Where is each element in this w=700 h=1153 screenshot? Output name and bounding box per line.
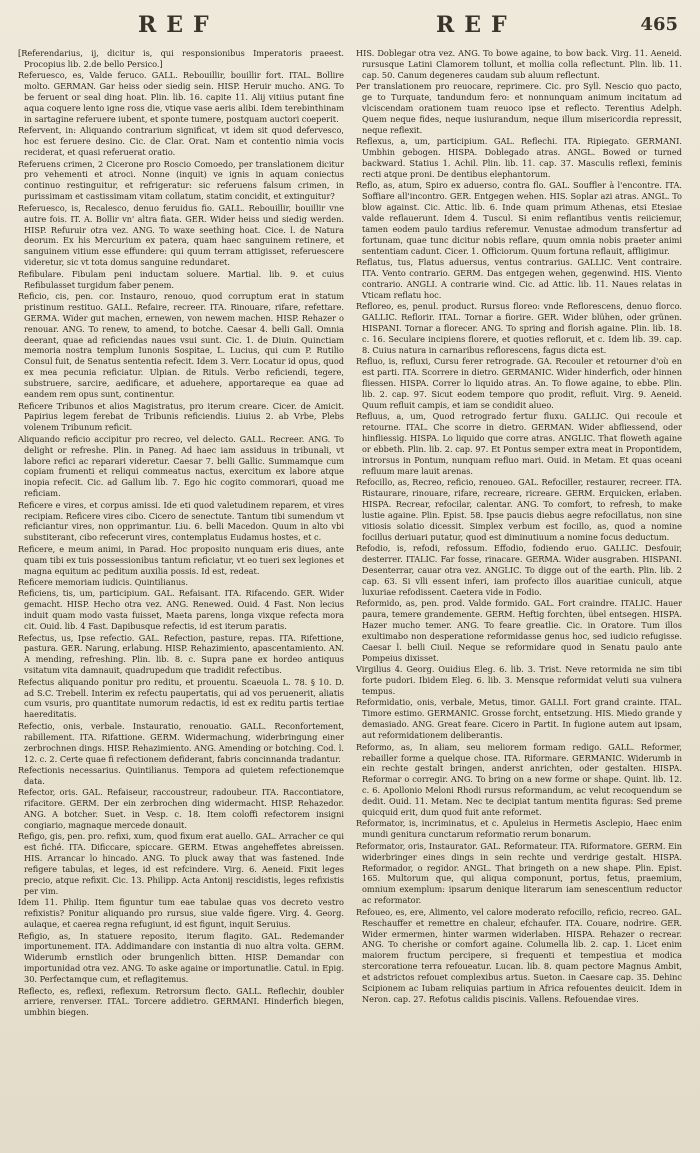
dictionary-entry: Refigio, as, In statuere reposito, iterum flagito. GAL. Redemander importunement. ITA. Addimandare con instantia di nuo altra volta. GERM. Widerumb ernstlich oder brungenlich bitten. HISP. Demandar con importunidad otra vez. ANG. To aske againe or importunatlie. Catul. in Epig. 30. Perfectamque cum, et reflagitemus. [18, 930, 344, 985]
dictionary-entry: [Referendarius, ij, dicitur is, qui responsionibus Imperatoris praeest. Procopius lib. 2.de bello Persico.] [18, 48, 344, 69]
dictionary-entry: Idem 11. Philip. Item figuntur tum eae tabulae quas vos decreto vestro refixistis? Ponitur aliquando pro rursus, siue valde figere. Virg. 4. Georg. aulaque, et caerea regna refugiunt, id est figunt, inquit Seruius. [18, 897, 344, 930]
dictionary-entry: Reficere, e meum animi, in Parad. Hoc proposito nunquam eris diues, ante quam tibi ex tuis possessionibus tantum reficiatur, vt eo tueri sex legiones et magna equitum ac peditum auxilia possis. Id est, redeat. [18, 543, 344, 576]
dictionary-entry: Reflecto, es, reflexi, reflexum. Retrorsum flecto. GALL. Reflechir, doubler arriere, renverser. ITAL. Torcere addietro. GERMANI. Hinderfich biegen, umbhin biegen. [18, 985, 344, 1018]
dictionary-entry: Referuesco, es, Valde feruco. GALL. Rebouillir, bouillir fort. ITAL. Bollire molto. GERMAN. Gar heiss oder siedig sein. HISP. Heruir mucho. ANG. To be feruent or seal ding hoat. Plin. lib. 16. capite 11. Alij vitiius putant fine aqua coquere lento igne ross die, vtique vase aeris alibi. Idem terebinthinam in sartagine referuere iubent, et sponte tumere, postquam auctori coeperit. [18, 70, 344, 124]
dictionary-entry: Reflatus, tus, Flatus aduersus, ventus contrarius. GALLIC. Vent contraire. ITA. Vento contrario. GERM. Das entgegen wehen, gegenwind. HIS. Viento contrario. ANGLI. A contrarie wind. Cic. ad Attic. lib. 11. Naues relatas in Vticam reflatu hoc. [356, 257, 682, 300]
page-header [18, 8, 682, 48]
dictionary-entry: Refectio, onis, verbale. Instauratio, renouatio. GALL. Reconfortement, rabillement. ITA. Rifattione. GERM. Widermachung, widerbringung einer zerbrochnen dings. HISP. Rehazimiento. ANG. Amending or botching. Cod. l. 12. c. 2. Certe quae fi refectionem defiderant, fabris concinnanda tradantur. [18, 720, 344, 764]
dictionary-entry: Refloreo, es, penul. product. Rursus floreo: vnde Reflorescens, denuo florco. GALLIC. Reflorir. ITAL. Tornar a fiorire. GER. Wider blühen, oder grünen. HISPANI. Tornar a florecer. ANG. To spring and florish againe. Plin. lib. 18. c. 16. Seculare incipiens florere, et quoties refloruit, et c. Idem lib. 39. cap. 8. Cuius natura in carnaribus reflorescens, fagus dicta est. [356, 301, 682, 355]
dictionary-entry: Aliquando reficio accipitur pro recreo, vel delecto. GALL. Recreer. ANG. To delight or refreshe. Plin. in Paneg. Ad haec iam assiduus in tribunali, vt labore refici ac reparari videretur. Caesar 7. belli Gallic. Summamque cum copiam frumenti et reliqui commeatus nactus, exercitum ex labore atque inopia refecit. Cic. ad Gallum lib. 7. Ego hic cogito commorari, quoad me reficiam. [18, 433, 344, 499]
dictionary-entry: Reformator, is, incriminatus, et c. Apuleius in Hermetis Asclepio, Haec enim mundi genitura cunctarum reformatio rerum bonarum. [356, 818, 682, 840]
dictionary-entry: Refervent, in: Aliquando contrarium significat, vt idem sit quod defervesco, hoc est feruere desino. Cic. de Clar. Orat. Nam et contentio nimia vocis reciderat, et quasi referuerat oratio. [18, 125, 344, 158]
dictionary-entry: Reficere memoriam iudicis. Quintilianus. [18, 577, 188, 587]
dictionary-entry: Refigo, gis, pen. pro. refixi, xum, quod fixum erat auello. GAL. Arracher ce qui est fiché. ITA. Dificcare, spiccare. GERM. Etwas angeheffetes abreissen. HIS. Arrancar lo hincado. ANG. To pluck away that was fastened. Inde refigere tabulas, et leges, id est refcindere. Virg. 6. Aeneid. Fixit leges precio, atque refixit. Cic. 13. Philipp. Acta Antonij rescidistis, leges refixistis per vim. [18, 831, 344, 896]
dictionary-entry: Reformido, as, pen. prod. Valde formido. GAL. Fort craindre. ITALIC. Hauer paura, temere grandemente. GERM. Heftig forchten, übel entsegen. HISPA. Hazer mucho temer. ANG. To feare greatlie. Cic. in Oratore. Tum illos exultimabo non desperatione reformidasse genus hoc, sed iudicio refugisse. Caesar l. belli Ciuil. Neque se reformidare quod in Senatu paulo ante Pompeius dixisset. [356, 598, 682, 663]
dictionary-entry: Reficio, cis, pen. cor. Instauro, renouo, quod corruptum erat in statum pristinum restituo. GALL. Refaire, recreer. ITA. Rinouare, rifare, refettare. GERMA. Wider gut machen, ernewen, von newem machen. HISP. Rehazer o renouar. ANG. To renew, to amend, to botche. Caesar 4. belli Gall. Omnia deerant, quae ad reficiendas naues vsui sunt. Cic. 1. de Diuin. Quinctiam memoria nostra templum Iunonis Sospitae, L. Lucius, qui cum P. Rutilio Consul fuit, de Senatus sententia refecit. Idem 3. Verr. Locatur id opus, quod ex mea pecunia reficiatur. Ulpian. de Rituls. Verbo reficiendi, tegere, substruere, sarcire, aedificare, et aduehere, apportareque ea quae ad eandem rem opus sunt, continentur. [18, 290, 344, 400]
text-columns [18, 48, 682, 1133]
dictionary-entry: Refectionis necessarius. Quintilianus. Tempora ad quietem refectionemque data. [18, 764, 344, 786]
dictionary-entry: Refocillo, as, Recreo, reficio, renoueo. GAL. Refociller, restaurer, recreer. ITA. Ristaurare, rinouare, rifare, recreare, ricreare. GERM. Erquicken, erlaben. HISPA. Recrear, refocilar, calentar. ANG. To comfort, to refresh, to make lustie againe. Plin. Epist. 58. Ipse paucis diebus aegre refocillatus, non sine vitiosis solatio dicessit. Simplex verbum est focillo, as, quod a nomine focillus deriuari putatur, quod est diminutiuum a nomine focus deductum. [356, 477, 682, 542]
dictionary-entry: Reficiens, tis, um, participium. GAL. Refaisant. ITA. Rifacendo. GER. Wider gemacht. HISP. Hecho otra vez. ANG. Renewed. Ouid. 4 Fast. Non lecius induit quam modo vasta fuisset, Maeta parens, longa vixque refecta mora cit. Ouid. lib. 4 Fast. Dapibusque refectis, id est iterum paratis. [18, 588, 344, 632]
dictionary-entry: Reficere Tribunos et alios Magistratus, pro iterum creare. Cicer. de Amicit. Papirius legem ferebat de Tribunis reficiendis. Liuius 2. ab Vrbe, Plebs volenem Tribunum reficit. [18, 400, 344, 433]
dictionary-entry: Refodio, is, refodi, refossum. Effodio, fodiendo eruo. GALLIC. Desfouir, desterrer. ITALIC. Far fosse, rinacare. GERMA. Wider ausgraben. HISPANI. Desenterrar, cauar otra vez. ANGLIC. To digge out of the earth. Plin. lib. 2 cap. 63. Si vlli essent inferi, iam profecto illos auaritiae cuniculi, atque luxuriae refodissent. Caetera vide in Fodio. [356, 543, 682, 597]
dictionary-entry: Reformidatio, onis, verbale, Metus, timor. GALLI. Fort grand crainte. ITAL. Timore estimo. GERMANIC. Grosse forcht, entsetzung. HIS. Miedo grande y demasiado. ANG. Great feare. Cicero in Partit. In fugione autem aut ipsam, aut reformidationem deliberantis. [356, 697, 682, 741]
left-column [18, 48, 344, 1133]
dictionary-entry: Reformator, oris, Instaurator. GAL. Reformateur. ITA. Riformatore. GERM. Ein widerbringer eines dings in sein rechte und verdrige gestalt. HISPA. Reformador, o regidor. ANGL. That bringeth on a new shape. Plin. Epist. 165. Multorum que, qui aliqua componunt, portus, fetus, praemium, omnium exemplum: ipsarum denique literarum iam senescentium reductor ac reformator. [356, 840, 682, 906]
dictionary-entry: Refectus, us, Ipse refectio. GAL. Refection, pasture, repas. ITA. Rifettione, pastura. GER. Narung, erlabung. HISP. Rehazimiento, apascentamiento. AN. A mending, refreshing. Plin. lib. 8. c. Supra pane ex hordeo antiquus vsitatum vita damnauit, quadrupedum que tradidit refectibus. [18, 632, 344, 676]
dictionary-entry: Virgilius 4. Georg. Ouidius Eleg. 6. lib. 3. Trist. Neve retormida ne sim tibi forte pudori. Ibidem Eleg. 6. lib. 3. Mensque reformidat veluti sua vulnera tempus. [356, 664, 682, 697]
dictionary-entry: Reformo, as, In aliam, seu meliorem formam redigo. GALL. Reformer, rebailler forme a quelque chose. ITA. Riformare. GERMANIC. Widerumb in ein rechte gestalt bringen, anderst anrichten, oder gestalten. HISPA. Reformar o corregir. ANG. To bring on a new forme or shape. Quint. lib. 12. c. 6. Apollonio Meloni Rhodi rursus reformandum, ac velut recoquendum se dedit. Ouid. 11. Metam. Nec te decipiat tantum mentita figuras: Sed preme quicquid erit, dum quod fuit ante reformet. [356, 741, 682, 818]
dictionary-entry: Referuens crimen, 2 Cicerone pro Roscio Comoedo, per translationem dicitur pro vehementi et atroci. Nonne (inquit) ve ignis in aquam coniectus continuo restinguitur, et refrigeratur: sic referuens falsum crimen, in purissimam et castissimam vitam collatum, statim concidit, et extinguitur? [18, 158, 344, 202]
dictionary-entry: Refluus, a, um, Quod retrogrado fertur fluxu. GALLIC. Qui recoule et retourne. ITAL. Che scorre in dietro. GERMAN. Wider abfliessend, oder hinfliessig. HISPA. Lo liquido que corre atras. ANGLIC. That floweth againe or ebbeth. Plin. lib. 2. cap. 97. Et Pontus semper extra meat in Propontidem, introrsus in Pontum, nunquam refluo mari. Ouid. in Metam. Et quas oceani refluum mare lauit arenas. [356, 411, 682, 476]
page-number: 465 [640, 14, 678, 35]
dictionary-entry: HIS. Doblegar otra vez. ANG. To bowe againe, to bow back. Virg. 11. Aeneid. rursusque Latini Clamorem tollunt, et mollia colla reflectunt. Plin. lib. 11. cap. 50. Canum degeneres caudam sub aluum reflectunt. [356, 48, 682, 80]
dictionary-entry: Referuesco, is, Recalesco, denuo feruidus fio. GALL. Rebouillir, bouillir vne autre fois. IT. A. Bollir vn' altra fiata. GER. Wider heiss und siedig werden. HISP. Refuruir otra vez. ANG. To waxe seething hoat. Cice. l. de Natura deorum. Ex his Mercurium ex patera, quam haec sanguinem retinere, et sanguinem vitium esse effundere: qui quum terram attigisset, referuescere videretur, sic vt tota domus sanguine redundaret. [18, 202, 344, 268]
dictionary-entry: Reflo, as, atum, Spiro ex aduerso, contra flo. GAL. Souffler à l'encontre. ITA. Soffiare all'incontro. GER. Entgegen wehen. HIS. Soplar azi atras. ANGL. To blow against. Cic. Attic. lib. 6. Inde quam primum Athenas, etsi Etesiae valde reflauerunt. Idem 4. Tuscul. Si enim reflantibus ventis reiiciemur, tamen eodem paulo tardius referemur. Venustae admodum transfertur ad fortunam, quae tunc dicitur nobis reflare, quum omnia nobis praeter animi sententiam cadunt. Cicer. 1. Officiorum. Quum fortuna reflauit, affligimur. [356, 180, 682, 256]
right-column [356, 48, 682, 1133]
running-head-left: REF [138, 12, 219, 38]
dictionary-entry: Refibulare. Fibulam peni inductam soluere. Martial. lib. 9. et cuius Refibulasset turgidum faber penem. [18, 268, 344, 290]
running-head-right: REF [436, 12, 517, 38]
dictionary-entry: Reficere e vires, et corpus amissi. Ide eti quod valetudinem reparem, et vires recipiam. Reficere vires cibo. Cicero de senectute. Tantum tibi sumendum vt reficiantur vires, non opprimantur. Liu. 6. belli Macedon. Quum in alto vbi substiterant, cibo refecerunt vires, contemplatus Eudamus hostes, et c. [18, 499, 344, 543]
dictionary-entry: Refectus aliquando ponitur pro reditu, et prouentu. Scaeuola L. 78. § 10. D. ad S.C. Trebell. Interim ex refectu paupertatis, qui ad vos peruenerit, aliatis cum vsuris, pro quantitate numorum redactis, id est ex reditu partis tertiae haereditatis. [18, 676, 344, 720]
dictionary-entry: Per translationem pro reuocare, reprimere. Cic. pro Syll. Nescio quo pacto, ge to Turquate, tandundum fero: et nonnunquam animum incitatum ad vlciscendam orationem tuam reuoco ipse et reflecto. Terentius Adelph. Quem neque fides, neque iusiurandum, neque illum misericordia repressit, neque reflexit. [356, 81, 682, 135]
dictionary-entry: Refluo, is, refluxi, Cursu ferer retrograde. GA. Recouler et retourner d'où en est parti. ITA. Scorrere in dietro. GERMANIC. Wider hinderfich, oder hinnen fliessen. HISPA. Correr lo liquido atras. An. To flowe againe, to ebbe. Plin. lib. 2. cap. 97. Sicut eodem tempore quo prodit, refluit. Virg. 9. Aeneid. Quum refluit campis, et iam se condidit alueo. [356, 356, 682, 410]
dictionary-entry: Refoueo, es, ere, Alimento, vel calore moderato refocillo, reficio, recreo. GAL. Reschauffer et remettre en chaleur, efchaufer. ITA. Couare, nodrire. GER. Wider ermermen, hinter warmen widerlaben. HISPA. Rehazer o recrear. ANG. To cherishe or comfort againe. Columella lib. 2. cap. 1. Licet enim maiorem fructum percipere, si frequenti et tempestiua et modica stercoratione terra refoueatur. Lucan. lib. 8. quam pectore Magnus Ambit, et adstrictos refouet complexibus artus. Sueton. in Caesare cap. 35. Dehinc Scipionem ac Iubam reliquias partium in Africa refouentes deuicit. Idem in Neron. cap. 27. Refotus calidis piscinis. Vallens. Refouendae vires. [356, 906, 682, 1004]
dictionary-entry: Reflexus, a, um, participium. GAL. Reflechi. ITA. Ripiegato. GERMANI. Umbhin gebogen. HISPA. Doblegado atras. ANGL. Bowed or turned backward. Statius 1. Achil. Plin. lib. 11. cap. 37. Masculis reflexi, feminis recti atque proni. De dentibus elephantorum. [356, 136, 682, 179]
dictionary-entry: Refector, oris. GAL. Refaiseur, raccoustreur, radoubeur. ITA. Raccontiatore, rifacitore. GERM. Der ein zerbrochen ding widermacht. HISP. Rehazedor. ANG. A botcher. Suet. in Vesp. c. 18. Item coloffi refectorem insigni congiario, magnaque mercede donauit. [18, 787, 344, 830]
